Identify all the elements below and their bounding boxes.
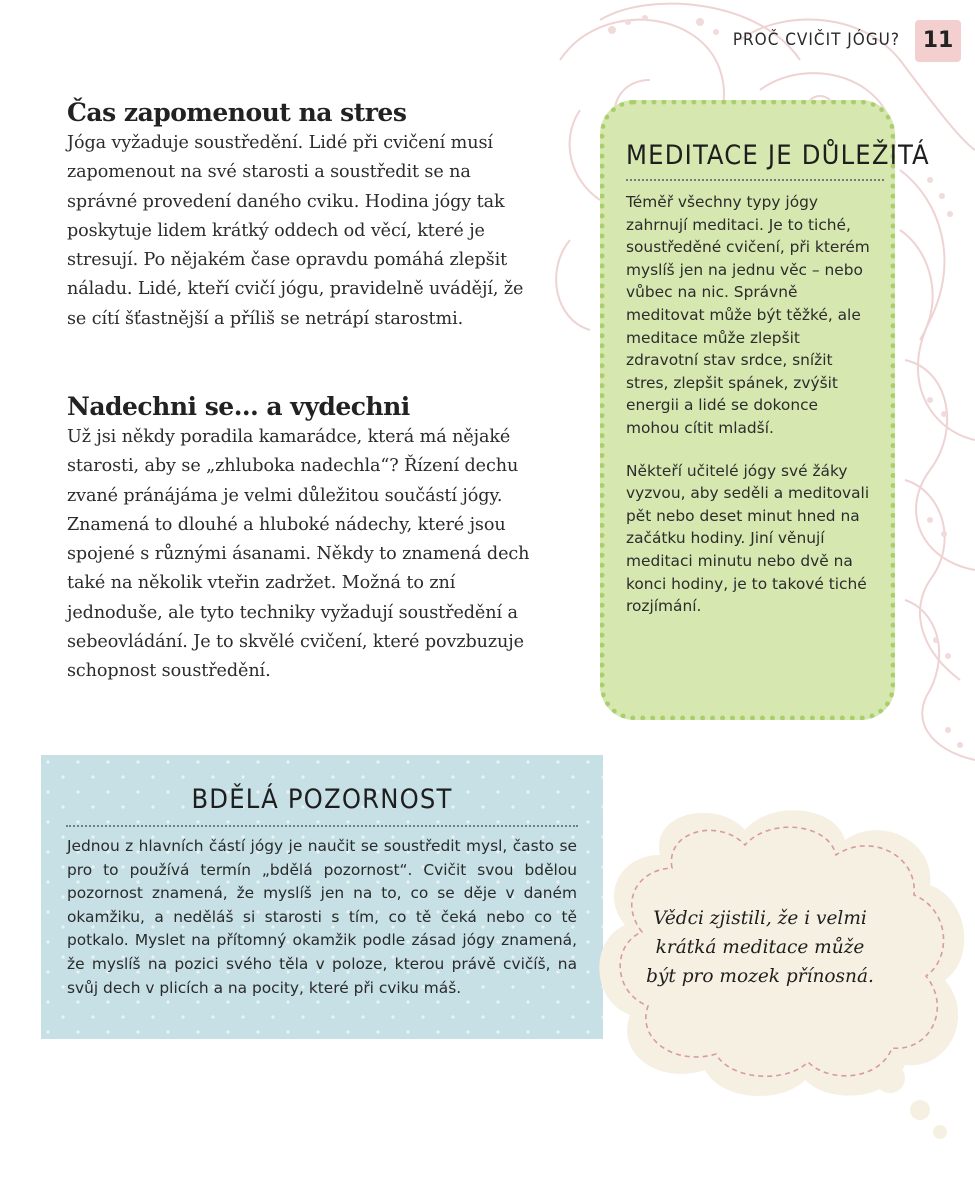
section-heading: Čas zapomenout na stres <box>67 98 407 127</box>
page-number: 11 <box>915 20 961 62</box>
meditation-paragraph-1: Téměř všechny typy jógy zahrnují meditaci. Je to tiché, soustředěné cvičení, při kterém myslíš jen na jednu věc – nebo vůbec na nic. Správně meditovat může být těžké, ale meditace může zlepšit zdravotní stav srdce, snížit stres, zlepšit spánek, zvýšit energii a lidé se dokonce mohou cítit mladší. <box>626 193 870 437</box>
section-breathing <box>67 392 537 687</box>
mindfulness-box-body: Jednou z hlavních částí jógy je naučit se soustředit mysl, často se pro to používá termín „bdělá pozornost“. Cvičit svou bdělou pozornost znamená, že myslíš jen na to, co se děje v daném okamžiku, a neděláš si starosti s tím, co tě čeká nebo co tě potkalo. Myslet na přítomný okamžik podle zásad jógy znamená, že myslíš na pozici svého těla v poloze, kterou právě cvičíš, na svůj dech v plicích a na pocity, které při cviku máš. <box>67 837 577 997</box>
dotted-divider <box>626 179 884 181</box>
cloud-note-text: Vědci zjistili, že i velmi krátká meditace může být pro mozek přínosná. <box>646 908 874 987</box>
section-body: Jóga vyžaduje soustředění. Lidé při cvičení musí zapomenout na své starosti a soustředit se na správné provedení daného cviku. Hodina jógy tak poskytuje lidem krátký oddech od věcí, které je stresují. Po nějakém čase opravdu pomáhá zlepšit náladu. Lidé, kteří cvičí jógu, pravidelně uvádějí, že se cítí šťastnější a příliš se netrápí starostmi. <box>67 133 524 329</box>
section-body: Už jsi někdy poradila kamarádce, která má nějaké starosti, aby se „zhluboka nadechla“? Řízení dechu zvané pránájáma je velmi důležitou součástí jógy. Znamená to dlouhé a hluboké nádechy, které jsou spojené s různými ásanami. Někdy to znamená dech také na několik vteřin zadržet. Možná to zní jednoduše, ale tyto techniky vyžadují soustředění a sebeovládání. Je to skvělé cvičení, které povzbuzuje schopnost soustředění. <box>67 427 530 682</box>
mindfulness-box-title: BDĚLÁ POZORNOST <box>191 784 453 815</box>
section-heading: Nadechni se… a vydechni <box>67 392 410 421</box>
running-title: PROČ CVIČIT JÓGU? <box>732 30 900 50</box>
dotted-divider <box>66 825 578 827</box>
meditation-box-title: MEDITACE JE DŮLEŽITÁ <box>626 140 930 171</box>
meditation-box-content <box>626 140 930 638</box>
section-stress <box>67 98 537 334</box>
meditation-paragraph-2: Někteří učitelé jógy své žáky vyzvou, aby seděli a meditovali pět nebo deset minut hned na začátku hodiny. Jiní věnují meditaci minutu nebo dvě na konci hodiny, je to takové tiché rozjímání. <box>626 461 870 616</box>
